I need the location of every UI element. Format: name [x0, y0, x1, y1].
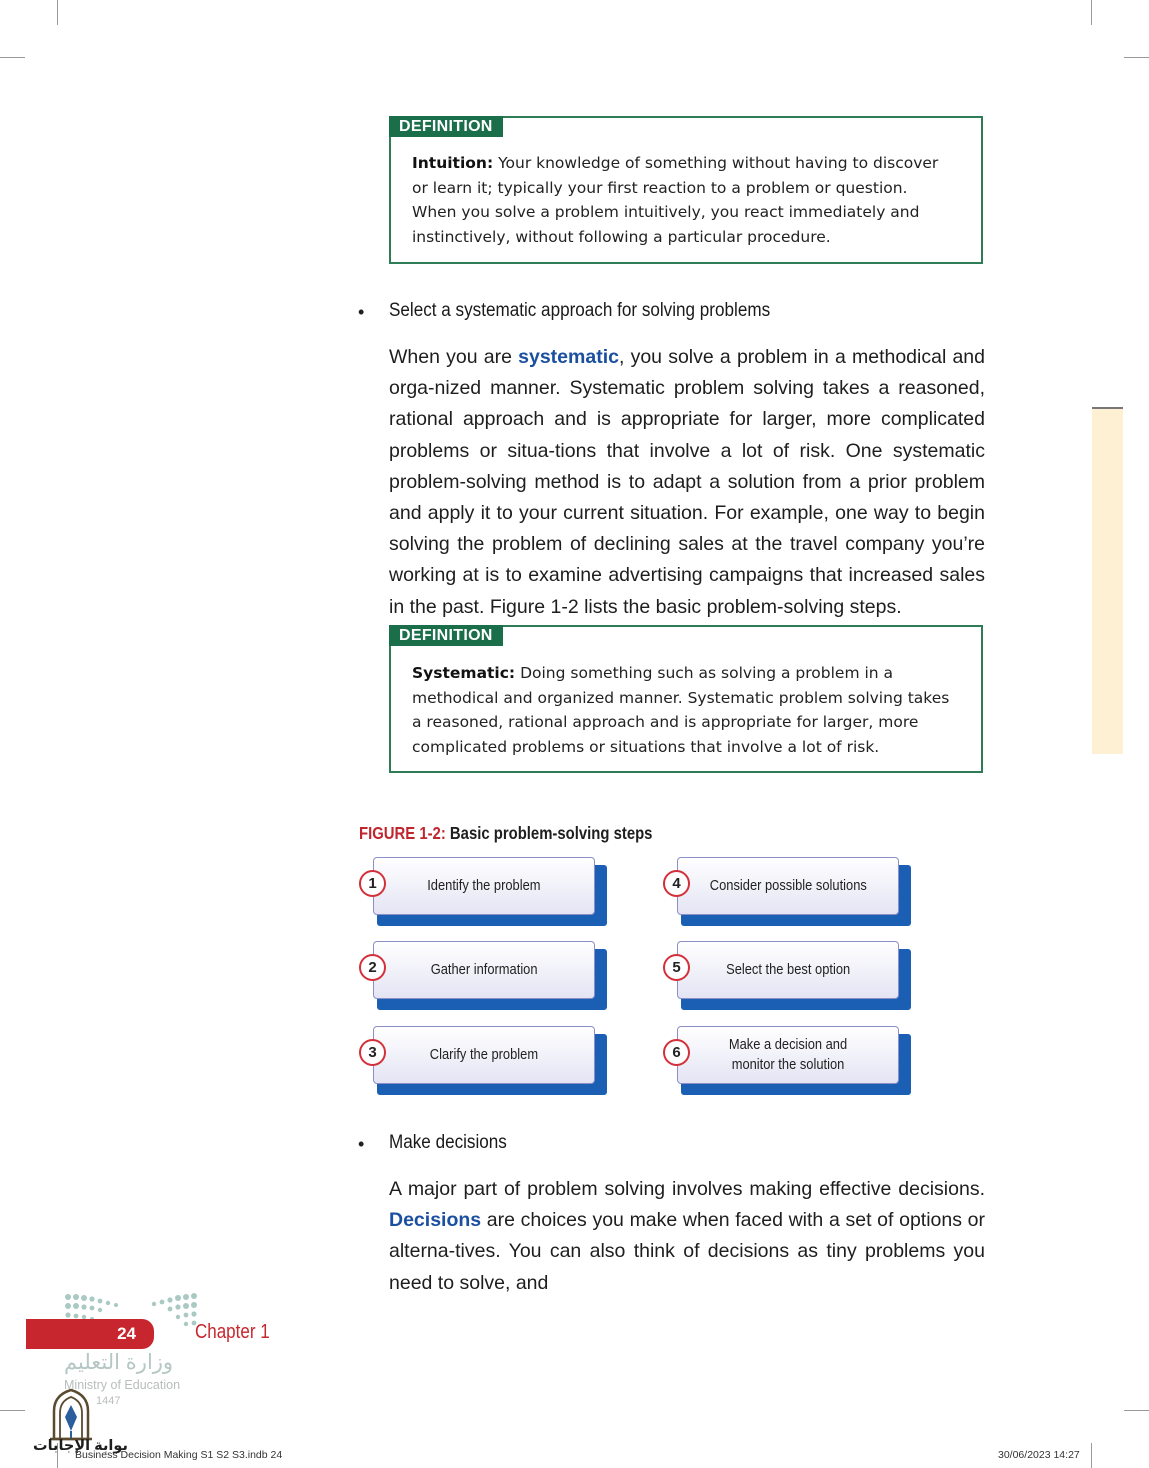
crop-mark [0, 57, 25, 58]
step-box [677, 857, 899, 915]
step-5 [663, 941, 909, 1013]
step-number: 4 [663, 870, 690, 897]
definition-text [412, 661, 953, 759]
definition-line: methodical and organized manner. Systematic problem solving takes [412, 688, 950, 707]
step-text: Select the best option [725, 961, 851, 978]
chapter-side-tab [1092, 407, 1123, 754]
section-heading-decisions: Make decisions [389, 1132, 507, 1153]
step-text: Consider possible solutions [709, 877, 867, 894]
definition-term: Systematic: [412, 664, 516, 682]
step-number: 2 [359, 954, 386, 981]
step-text: Clarify the problem [429, 1046, 539, 1063]
definition-box-intuition [389, 116, 983, 264]
definition-line: instinctively, without following a particular procedure. [412, 227, 831, 246]
step-1 [359, 857, 605, 929]
ministry-name-english: Ministry of Education [64, 1378, 181, 1392]
definition-term: Intuition: [412, 154, 494, 172]
key-term-decisions: Decisions [389, 1209, 482, 1232]
step-number: 3 [359, 1039, 386, 1066]
step-3 [359, 1026, 605, 1098]
ministry-year: 1447 [96, 1395, 121, 1407]
step-text: Identify the problem [427, 877, 541, 894]
definition-line: When you solve a problem intuitively, you react immediately and [412, 203, 920, 221]
crop-mark [57, 0, 58, 25]
print-slug-file: Business Decision Making S1 S2 S3.indb 24 [75, 1449, 283, 1461]
page-number-band [26, 1319, 154, 1349]
step-6 [663, 1026, 909, 1098]
definition-line: or learn it; typically your first reaction to a problem or question. [412, 178, 908, 197]
figure-title: Basic problem-solving steps [445, 823, 653, 843]
section-heading-systematic: Select a systematic approach for solving problems [389, 300, 771, 321]
brand-name: بوابة الإجابات [33, 1438, 128, 1454]
definition-tag: DEFINITION [389, 625, 503, 646]
definition-line: a reasoned, rational approach and is appropriate for larger, more [412, 713, 919, 731]
step-text: Make a decision and monitor the solution [728, 1036, 848, 1073]
crop-mark [1124, 57, 1149, 58]
definition-line: Doing something such as solving a problem in a [515, 664, 894, 682]
crop-mark [1124, 1410, 1149, 1411]
key-term-systematic: systematic [518, 346, 619, 368]
step-2 [359, 941, 605, 1013]
crop-mark [1091, 0, 1092, 25]
brand-logo-icon [46, 1387, 96, 1443]
paragraph-text: are choices you make when faced with a set of options or alterna-tives. You can also think of decisions as tiny problems you need to solve, and [389, 1209, 985, 1294]
step-box [677, 1026, 899, 1084]
definition-tag: DEFINITION [389, 116, 503, 137]
paragraph-systematic [389, 342, 985, 623]
figure-caption [359, 823, 652, 844]
chapter-label: Chapter 1 [195, 1321, 270, 1343]
paragraph-text: , you solve a problem in a methodical and orga-nized manner. Systematic problem solving takes a reasoned, rational approach and is appropriate for larger, more complicated problems or situa-tions that involve a lot of risk. One systematic problem-solving method is to adapt a solution from a prior problem and apply it to your current situation. For example, one way to begin solving the problem of declining sales at the travel company you’re working at is to examine advertising campaigns that increased sales in the past. Figure 1-2 lists the basic problem-solving steps. [389, 346, 986, 618]
paragraph-text: When you are [389, 346, 519, 368]
paragraph-text: A major part of problem solving involves making effective decisions. [389, 1178, 985, 1200]
ministry-name-arabic: وزارة التعليم [64, 1351, 174, 1374]
definition-line: Your knowledge of something without having to discover [493, 154, 939, 172]
paragraph-decisions [389, 1174, 985, 1299]
definition-line: complicated problems or situations that involve a lot of risk. [412, 737, 880, 756]
step-box [373, 857, 595, 915]
crop-mark [1091, 1443, 1092, 1468]
definition-box-systematic [389, 625, 983, 773]
definition-text [412, 151, 953, 249]
step-4 [663, 857, 909, 929]
step-number: 6 [663, 1039, 690, 1066]
print-slug-date: 30/06/2023 14:27 [998, 1449, 1080, 1461]
step-text: Gather information [430, 961, 538, 978]
bullet-point: • [358, 302, 365, 322]
step-box [373, 1026, 595, 1084]
step-box [677, 941, 899, 999]
page-number: 24 [117, 1324, 136, 1343]
step-box [373, 941, 595, 999]
figure-label: FIGURE 1-2: [359, 823, 446, 843]
bullet-point: • [358, 1134, 365, 1154]
step-number: 1 [359, 870, 386, 897]
step-number: 5 [663, 954, 690, 981]
crop-mark [0, 1410, 25, 1411]
